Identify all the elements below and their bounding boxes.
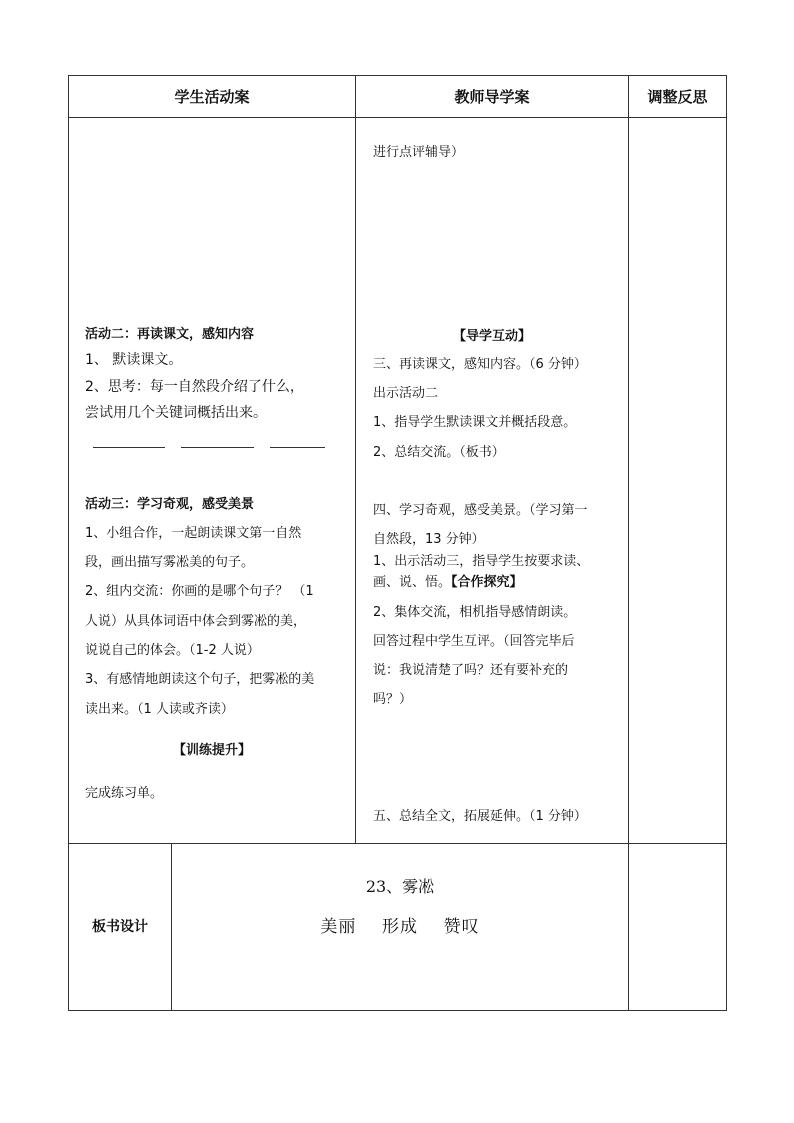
- cooperation-tag: 【合作探究】: [451, 575, 523, 590]
- student-column-header: 学生活动案: [174, 88, 250, 106]
- activity3-line5: 说说自己的体会。（1-2 人说）: [85, 643, 260, 658]
- activity3-line3: 2、组内交流：你画的是哪个句子？ （1: [85, 584, 314, 599]
- activity3-title: 活动三：学习奇观，感受美景: [85, 497, 255, 512]
- teacher-line-12: 说：我说清楚了吗？还有要补充的: [373, 663, 569, 678]
- teacher-line-8: 1、出示活动三，指导学生按要求读、: [373, 554, 590, 569]
- board-design-label: 板书设计: [92, 919, 148, 935]
- teacher-line-9-text: 画、说、悟。: [373, 575, 452, 590]
- teacher-reflect-divider: [628, 75, 629, 1011]
- activity2-title: 活动二：再读课文，感知内容: [85, 327, 255, 342]
- activity3-line1: 1、小组合作，一起朗读课文第一自然: [85, 526, 302, 541]
- teacher-line-2: 三、再读课文，感知内容。（6 分钟）: [373, 357, 587, 372]
- student-teacher-divider: [355, 75, 356, 844]
- teacher-line-13: 吗？）: [373, 692, 413, 707]
- teacher-line-6: 四、学习奇观，感受美景。（学习第一: [373, 503, 588, 518]
- activity2-item1: 1、 默读课文。: [85, 352, 183, 368]
- activity3-line2: 段，画出描写雾凇美的句子。: [85, 555, 255, 570]
- activity3-line6: 3、有感情地朗读这个句子，把雾凇的美: [85, 672, 315, 687]
- answer-blank-2: [181, 447, 254, 448]
- table-left-border: [68, 75, 69, 1011]
- activity2-item2-line2: 尝试用几个关键词概括出来。: [85, 405, 267, 421]
- activity2-item2-line1: 2、思考：每一自然段介绍了什么，: [85, 379, 304, 395]
- board-keywords: 美丽 形成 赞叹: [320, 917, 480, 937]
- answer-blank-1: [93, 447, 165, 448]
- teacher-line-9: [373, 575, 523, 591]
- teacher-line-4: 1、指导学生默读课文并概括段意。: [373, 415, 577, 430]
- teacher-line-5: 2、总结交流。（板书）: [373, 445, 505, 460]
- teacher-line-11: 回答过程中学生互评。（回答完毕后: [373, 634, 575, 649]
- answer-blank-3: [270, 447, 325, 448]
- board-title: 23、雾凇: [365, 877, 435, 896]
- interact-title: 【导学互动】: [452, 329, 531, 344]
- teacher-line-1: 进行点评辅导）: [373, 145, 465, 160]
- teacher-column-header: 教师导学案: [454, 88, 530, 106]
- activity3-line7: 读出来。（1 人读或齐读）: [85, 702, 234, 717]
- training-text: 完成练习单。: [85, 786, 164, 801]
- training-title: 【训练提升】: [172, 743, 251, 758]
- table-right-border: [726, 75, 727, 1011]
- activity3-line4: 人说）从具体词语中体会到雾凇的美，: [85, 614, 307, 629]
- teacher-line-10: 2、集体交流，相机指导感情朗读。: [373, 605, 577, 620]
- teacher-line-7: 自然段，13 分钟）: [373, 532, 485, 547]
- teacher-line-14: 五、总结全文，拓展延伸。（1 分钟）: [373, 809, 587, 824]
- reflect-column-header: 调整反思: [647, 88, 708, 106]
- teacher-line-3: 出示活动二: [373, 386, 439, 401]
